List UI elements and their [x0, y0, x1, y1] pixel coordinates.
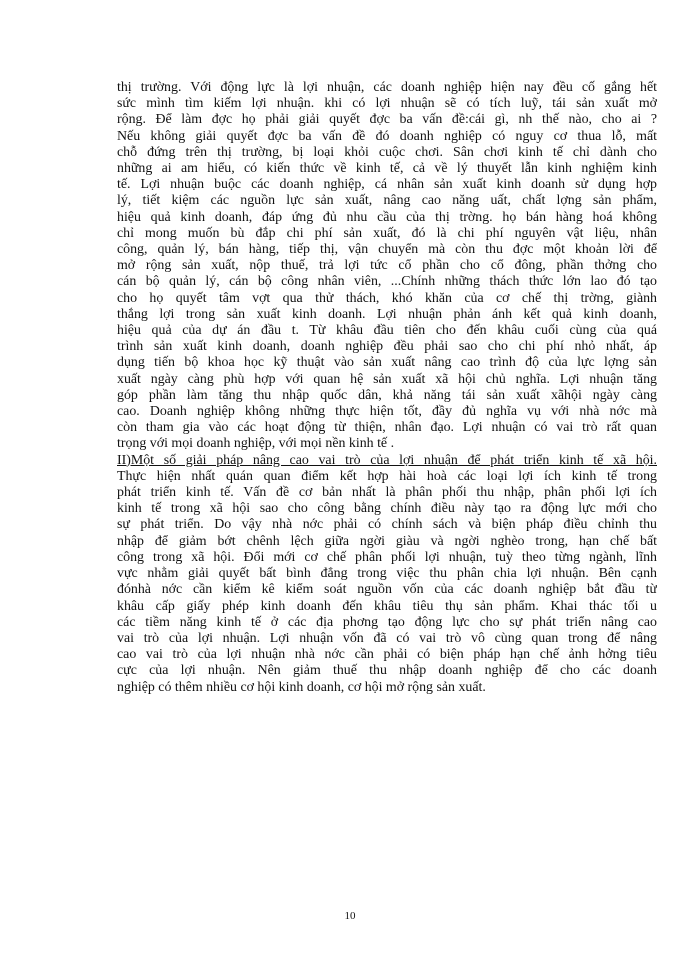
text-line: trình sản xuất kinh doanh, doanh nghiệp đều phải sao cho chi phí nhỏ nhất, áp: [117, 339, 657, 355]
text-line: công trong xã hội. Đổi mới cơ chế phân phối lợi nhuận, tuỳ theo từng ngành, lĩnh: [117, 549, 657, 565]
page-number: 10: [344, 910, 356, 922]
text-line: hiệu quả của dự án đầu t. Từ khâu đầu tiên cho đến khâu cuối cùng của quá: [117, 323, 657, 339]
text-line: thị trường. Với động lực là lợi nhuận, các doanh nghiệp hiện nay đều cố gắng hết: [117, 80, 657, 95]
text-line: lý, tiết kiệm các nguồn lực sản xuất, nâng cao năng uất, chất lợng sản phẩm,: [117, 193, 657, 209]
document-body: [117, 80, 657, 696]
text-line: cao. Doanh nghiệp không những thực hiện tốt, đầy đủ nghĩa vụ với nhà nớc mà: [117, 404, 657, 420]
text-line: rộng. Để làm đợc họ phải giải quyết đợc ba vấn đề:cái gì, nh thế nào, cho ai ?: [117, 112, 657, 128]
text-line: trọng với mọi doanh nghiệp, với mọi nền kinh tế .: [117, 436, 395, 452]
text-line: cán bộ quản lý, cán bộ công nhân viên, ...Chính những thách thức lớn lao đó tạo: [117, 274, 657, 290]
text-line: vai trò của lợi nhuận. Lợi nhuận vốn đã có vai trò vô cùng quan trong để nâng: [117, 630, 657, 646]
text-line: chỉ mong muốn bù đắp chi phí sản xuất, đó là chi phí nguyên vật liệu, nhân: [117, 225, 657, 241]
text-line: góp phần làm tăng thu nhập quốc dân, khả năng tái sản xuất xãhội ngày càng: [117, 387, 657, 403]
text-line: hiệu quả kinh doanh, đáp ứng đủ nhu cầu của thị trờng. họ bán hàng hoá không: [117, 209, 657, 225]
text-line: dụng tiến bộ khoa học kỹ thuật vào sản xuất nâng cao trình độ của lực lợng sản: [117, 355, 657, 371]
text-line: mở rộng sản xuất, nộp thuế, trả lợi tức cổ phần cho cổ đông, phần thởng cho: [117, 258, 657, 274]
text-line: sự phát triển. Do vậy nhà nớc phải có chính sách và biện pháp điều chỉnh thu: [117, 517, 657, 533]
text-line: công, quản lý, bán hàng, tiếp thị, vận chuyển mà còn thu đợc một khoản lời để: [117, 242, 657, 258]
paragraph-solutions: [117, 469, 657, 696]
text-line: cực của lợi nhuận. Nên giảm thuế thu nhập doanh nghiệp để cho các doanh: [117, 663, 657, 679]
text-line: thắng lợi trong sản xuất kinh doanh. Lợi nhuận phản ánh kết quả kinh doanh,: [117, 306, 657, 322]
section-heading: II)Một số giải pháp nâng cao vai trò của lợi nhuận để phát triển kinh tế xã hội.: [117, 452, 657, 468]
text-line: Thực hiện nhất quán quan điểm kết hợp hài hoà các loại lợi ích kinh tế trong: [117, 468, 657, 484]
text-line: những ai am hiểu, có kiến thức về kinh tế, cả về lý thuyết lẫn kinh nghiệm kinh: [117, 161, 657, 177]
text-line: chỗ đứng trên thị trường, bị loại khỏi cuộc chơi. Sân chơi kinh tế chỉ dành cho: [117, 144, 657, 160]
text-line: vực nhằm giải quyết bất bình đẳng trong việc thu phân chia lợi nhuận. Bên cạnh: [117, 566, 657, 582]
text-line: cao vai trò của lợi nhuận nhà nớc cần phải có biện pháp hạn chế ảnh hởng tiêu: [117, 647, 657, 663]
text-line: cho họ quyết tâm vợt qua thử thách, khó khăn của cơ chế thị trờng, giành: [117, 290, 657, 306]
text-line: phát triển kinh tế. Vấn đề cơ bản nhất là phân phối thu nhập, phân phối lợi ích: [117, 485, 657, 501]
paragraph-profit-role: [117, 80, 657, 453]
text-line: đónhà nớc cần kiểm kê kiểm soát nguồn vốn của các doanh nghiệp bắt đầu từ: [117, 582, 657, 598]
text-line: khâu cấp giấy phép kinh doanh đến khâu tiêu thụ sản phẩm. Khai thác tối u: [117, 598, 657, 614]
text-line: kinh tế trong xã hội sao cho công bằng chính điều này tạo ra động lực mới cho: [117, 501, 657, 517]
text-line: nhập để giảm bớt chênh lệch giữa ngời giàu và ngời nghèo trong, hạn chế bất: [117, 533, 657, 549]
text-line: các tiềm năng kinh tế ở các địa phơng tạo động lực cho sự phát triển nâng cao: [117, 614, 657, 630]
text-line: Nếu không giải quyết đợc ba vấn đề đó doanh nghiệp có nguy cơ thua lỗ, mất: [117, 128, 657, 144]
text-line: nghiệp có thêm nhiều cơ hội kinh doanh, cơ hội mở rộng sản xuất.: [117, 679, 486, 695]
text-line: còn tham gia vào các hoạt động từ thiện, nhân đạo. Lợi nhuận có vai trò rất quan: [117, 420, 657, 436]
text-line: xuất ngày càng phù hợp với quan hệ sản xuất xã hội chủ nghĩa. Lợi nhuận tăng: [117, 371, 657, 387]
text-line: sức mình tìm kiếm lợi nhuận. khi có lợi nhuận sẽ có tích luỹ, tái sản xuất mở: [117, 96, 657, 112]
text-line: tế. Lợi nhuận buộc các doanh nghiệp, cá nhân sản xuất kinh doanh sử dụng hợp: [117, 177, 657, 193]
